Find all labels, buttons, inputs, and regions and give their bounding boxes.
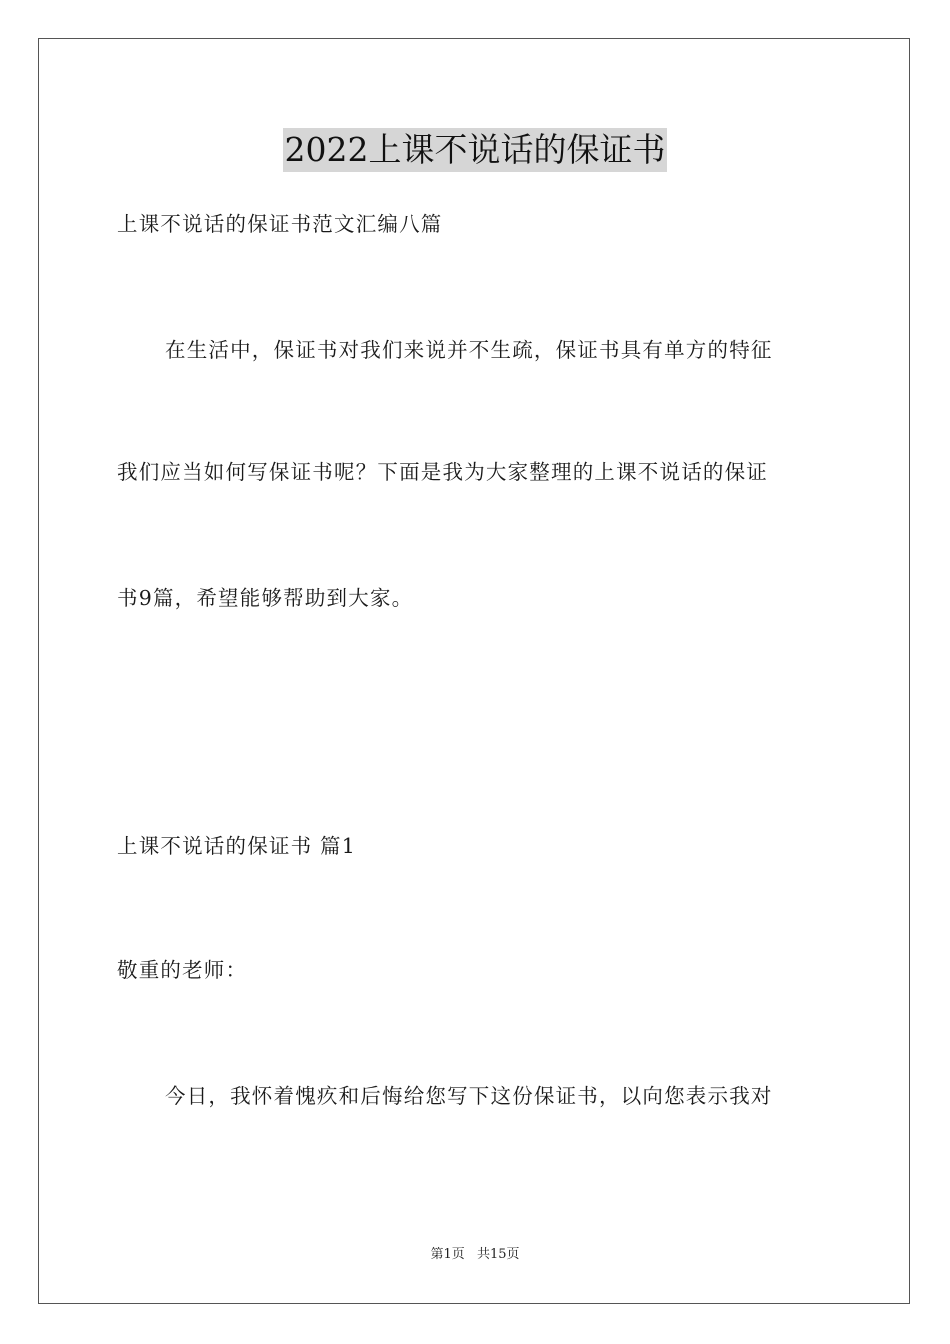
document-title: 2022上课不说话的保证书 bbox=[283, 128, 668, 172]
page-number: 第1页 bbox=[430, 1247, 465, 1262]
page-footer bbox=[0, 1246, 950, 1264]
document-subtitle: 上课不说话的保证书范文汇编八篇 bbox=[117, 212, 443, 236]
page-total: 共15页 bbox=[476, 1247, 520, 1262]
section-heading: 上课不说话的保证书 篇1 bbox=[117, 834, 356, 858]
salutation: 敬重的老师： bbox=[117, 958, 248, 982]
intro-line-3: 书9篇，希望能够帮助到大家。 bbox=[117, 586, 414, 610]
body-line-1: 今日，我怀着愧疚和后悔给您写下这份保证书，以向您表示我对 bbox=[165, 1084, 773, 1108]
intro-line-2: 我们应当如何写保证书呢？下面是我为大家整理的上课不说话的保证 bbox=[117, 460, 768, 484]
intro-line-1: 在生活中，保证书对我们来说并不生疏，保证书具有单方的特征 bbox=[165, 338, 773, 362]
title-container bbox=[0, 128, 950, 172]
